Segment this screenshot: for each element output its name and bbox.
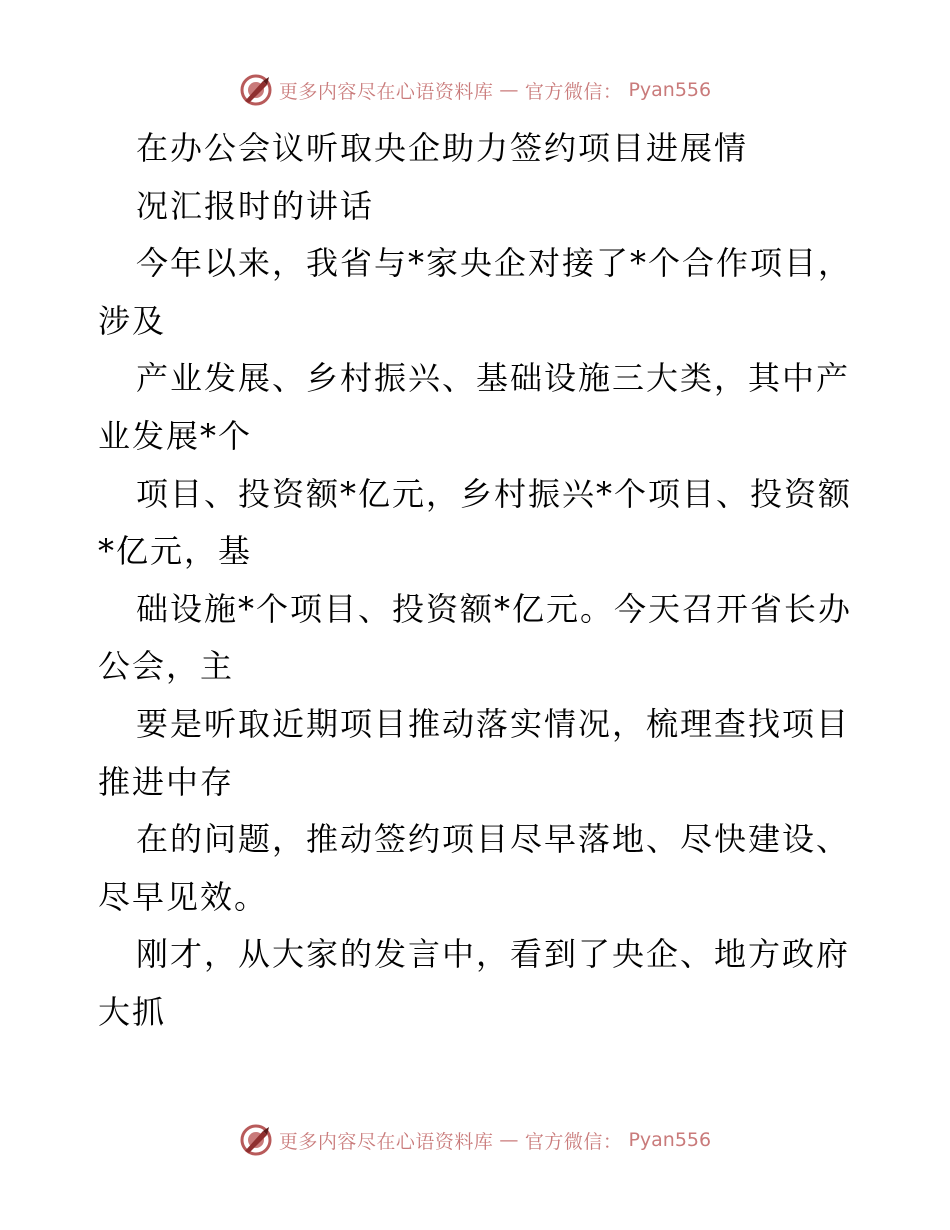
paragraph-line: 今年以来，我省与*家央企对接了*个合作项目，	[136, 244, 853, 283]
paragraph-line: 刚才，从大家的发言中，看到了央企、地方政府	[136, 935, 851, 974]
document-body	[98, 120, 858, 1042]
paragraph-line: *亿元，基	[98, 532, 253, 571]
paragraph-line: 在的问题，推动签约项目尽早落地、尽快建设、	[136, 820, 851, 859]
header-banner	[0, 70, 950, 110]
banner-contact-id: Pyan556	[628, 79, 712, 101]
paragraph-line: 项目、投资额*亿元，乡村振兴*个项目、投资额	[136, 474, 853, 513]
paragraph-line: 产业发展、乡村振兴、基础设施三大类，其中产	[136, 359, 851, 398]
banner-library-text: 更多内容尽在心语资料库	[278, 80, 494, 103]
paragraph-line: 业发展*个	[98, 416, 253, 455]
paragraph-line: 要是听取近期项目推动落实情况，梳理查找项目	[136, 704, 851, 743]
banner-contact-id: Pyan556	[628, 1129, 712, 1151]
document-title-line-2: 况汇报时的讲话	[136, 186, 375, 225]
banner-library-text: 更多内容尽在心语资料库	[278, 1130, 494, 1153]
paragraph-line: 公会，主	[98, 647, 235, 686]
pen-seal-logo-icon	[239, 1123, 273, 1157]
banner-separator: —	[499, 79, 519, 101]
paragraph-line: 础设施*个项目、投资额*亿元。今天召开省长办	[136, 589, 853, 628]
paragraph-line: 涉及	[98, 301, 167, 340]
pen-seal-logo-icon	[239, 73, 273, 107]
banner-contact-label: 官方微信：	[524, 1130, 623, 1153]
footer-banner	[0, 1120, 950, 1160]
paragraph-line: 尽早见效。	[98, 877, 269, 916]
document-title-line-1: 在办公会议听取央企助力签约项目进展情	[136, 129, 749, 167]
paragraph-line: 推进中存	[98, 762, 235, 801]
paragraph-line: 大抓	[98, 992, 167, 1031]
banner-separator: —	[499, 1129, 519, 1151]
banner-contact-label: 官方微信：	[524, 80, 623, 103]
